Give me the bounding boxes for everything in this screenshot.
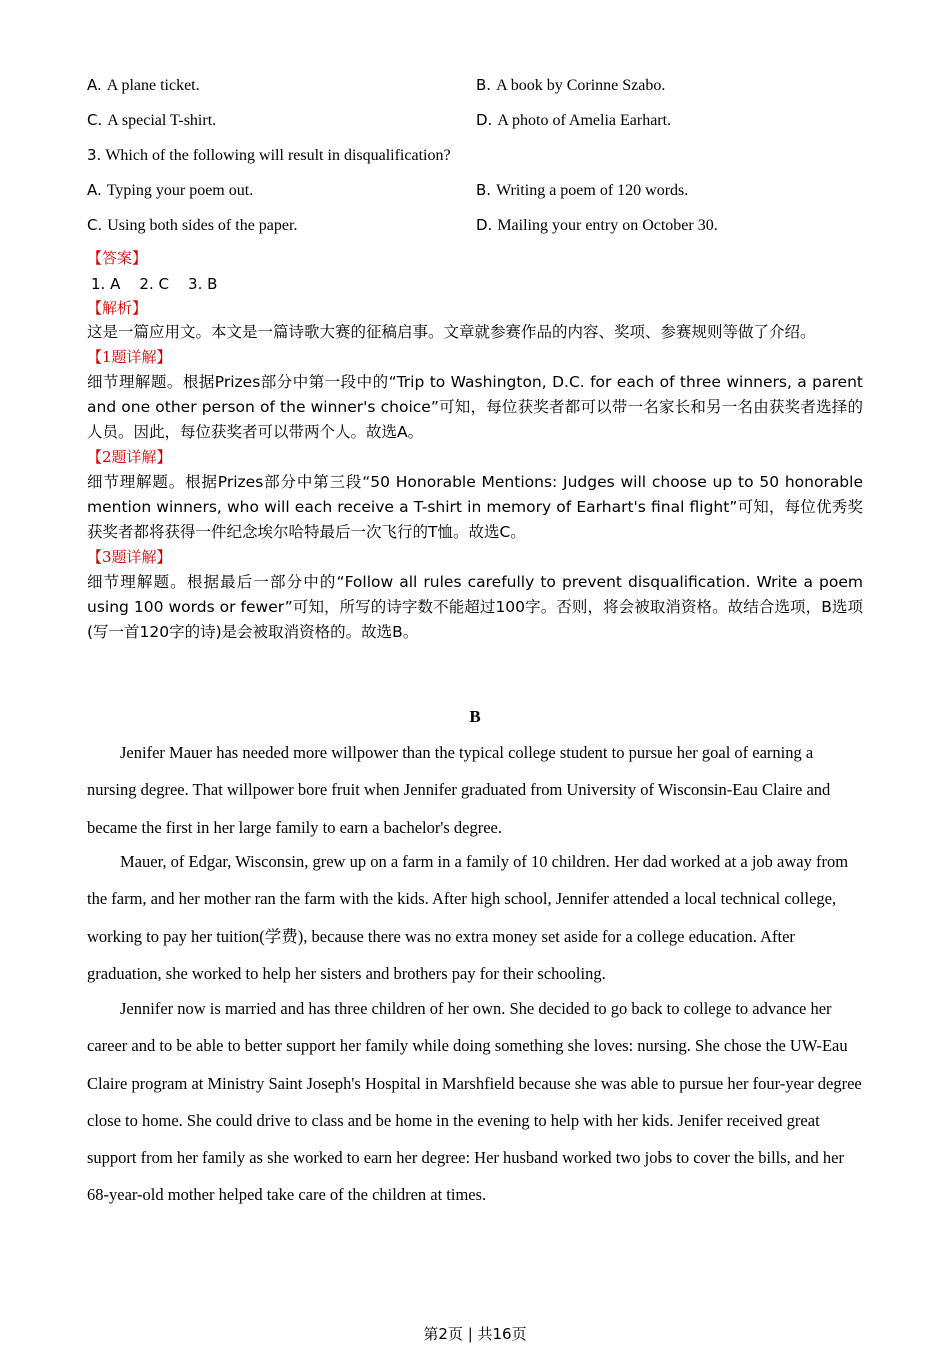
q2-options-row-1 — [87, 71, 863, 99]
option-text: Typing your poem out. — [106, 182, 254, 199]
option-text: A book by Corinne Szabo. — [496, 77, 666, 94]
question-text: Which of the following will result in disqualification? — [105, 147, 451, 164]
question-3 — [87, 141, 863, 169]
footer-prefix: 第 — [423, 1325, 439, 1343]
option-letter: B. — [476, 76, 492, 94]
q3-option-a — [87, 176, 253, 205]
option-letter: C. — [87, 216, 103, 234]
q2-option-d — [476, 106, 671, 135]
passage-title: B — [469, 707, 481, 726]
footer-middle: 页 | 共 — [447, 1325, 493, 1343]
option-letter: B. — [476, 181, 492, 199]
option-text: A special T-shirt. — [107, 112, 217, 129]
answer-heading: 【答案】 — [87, 249, 148, 267]
option-text: Mailing your entry on October 30. — [497, 217, 718, 234]
option-text: Writing a poem of 120 words. — [496, 182, 689, 199]
detail-2-text: 细节理解题。根据Prizes部分中第三段“50 Honorable Mentions: Judges will choose up to 50 honorable mention winners, who will each receive a T-shirt in memory of Earhart's final flight”可知，每位优秀奖获奖者都将获得一件纪念埃尔哈特最后一次飞行的T恤。故选C。 — [87, 473, 863, 541]
q2-option-c — [87, 106, 216, 135]
option-text: A photo of Amelia Earhart. — [497, 112, 672, 129]
total-page-count: 16 — [492, 1325, 512, 1343]
detail-2-heading: 【2题详解】 — [87, 448, 172, 466]
passage-paragraph-3: Jennifer now is married and has three children of her own. She decided to go back to college to advance her career and to be able to better support her family while doing something she loves: nursing. She chose the UW-Eau Claire program at Ministry Saint Joseph's Hospital in Marshfield because she was able to pursue her four-year degree close to home. She could drive to class and be home in the evening to help with her kids. Jenifer received great support from her family as she worked to earn her degree: Her husband worked two jobs to cover the bills, and her 68-year-old mother helped take care of the children at times. — [87, 999, 862, 1205]
current-page-number: 2 — [438, 1325, 448, 1343]
q3-option-d — [476, 211, 718, 240]
passage-paragraph-1: Jenifer Mauer has needed more willpower than the typical college student to pursue her goal of earning a nursing degree. That willpower bore fruit when Jennifer graduated from University of Wisconsin-Eau Claire and became the first in her large family to earn a bachelor's degree. — [87, 743, 831, 837]
option-text: Using both sides of the paper. — [107, 217, 298, 234]
option-text: A plane ticket. — [106, 77, 200, 94]
q2-option-a — [87, 71, 200, 100]
option-letter: D. — [476, 111, 493, 129]
detail-3-text: 细节理解题。根据最后一部分中的“Follow all rules carefully to prevent disqualification. Write a poem using 100 words or fewer”可知，所写的诗字数不能超过100字。否则，将会被取消资格。故结合选项，B选项(写一首120字的诗)是会被取消资格的。故选B。 — [87, 573, 863, 641]
q3-option-c — [87, 211, 297, 240]
q2-options-row-2 — [87, 106, 863, 134]
q3-option-b — [476, 176, 688, 205]
option-letter: D. — [476, 216, 493, 234]
analysis-heading: 【解析】 — [87, 299, 148, 317]
option-letter: A. — [87, 181, 102, 199]
option-letter: C. — [87, 111, 103, 129]
page-footer — [0, 1322, 950, 1346]
footer-suffix: 页 — [511, 1325, 527, 1343]
option-letter: A. — [87, 76, 102, 94]
q3-options-row-2 — [87, 211, 863, 239]
detail-1-text: 细节理解题。根据Prizes部分中第一段中的“Trip to Washington, D.C. for each of three winners, a parent and one other person of the winner's choice”可知，每位获奖者都可以带一名家长和另一名由获奖者选择的人员。因此，每位获奖者可以带两个人。故选A。 — [87, 373, 863, 441]
answer-key: 1. A 2. C 3. B — [91, 275, 218, 293]
q3-options-row-1 — [87, 176, 863, 204]
q2-option-b — [476, 71, 665, 100]
detail-3-heading: 【3题详解】 — [87, 548, 172, 566]
question-number: 3. — [87, 146, 102, 164]
analysis-summary: 这是一篇应用文。本文是一篇诗歌大赛的征稿启事。文章就参赛作品的内容、奖项、参赛规则等做了介绍。 — [87, 323, 816, 341]
detail-1-heading: 【1题详解】 — [87, 348, 172, 366]
passage-paragraph-2: Mauer, of Edgar, Wisconsin, grew up on a farm in a family of 10 children. Her dad worked at a job away from the farm, and her mother ran the farm with the kids. After high school, Jennifer attended a local technical college, working to pay her tuition(学费), because there was no extra money set aside for a college education. After graduation, she worked to help her sisters and brothers pay for their schooling. — [87, 852, 849, 983]
